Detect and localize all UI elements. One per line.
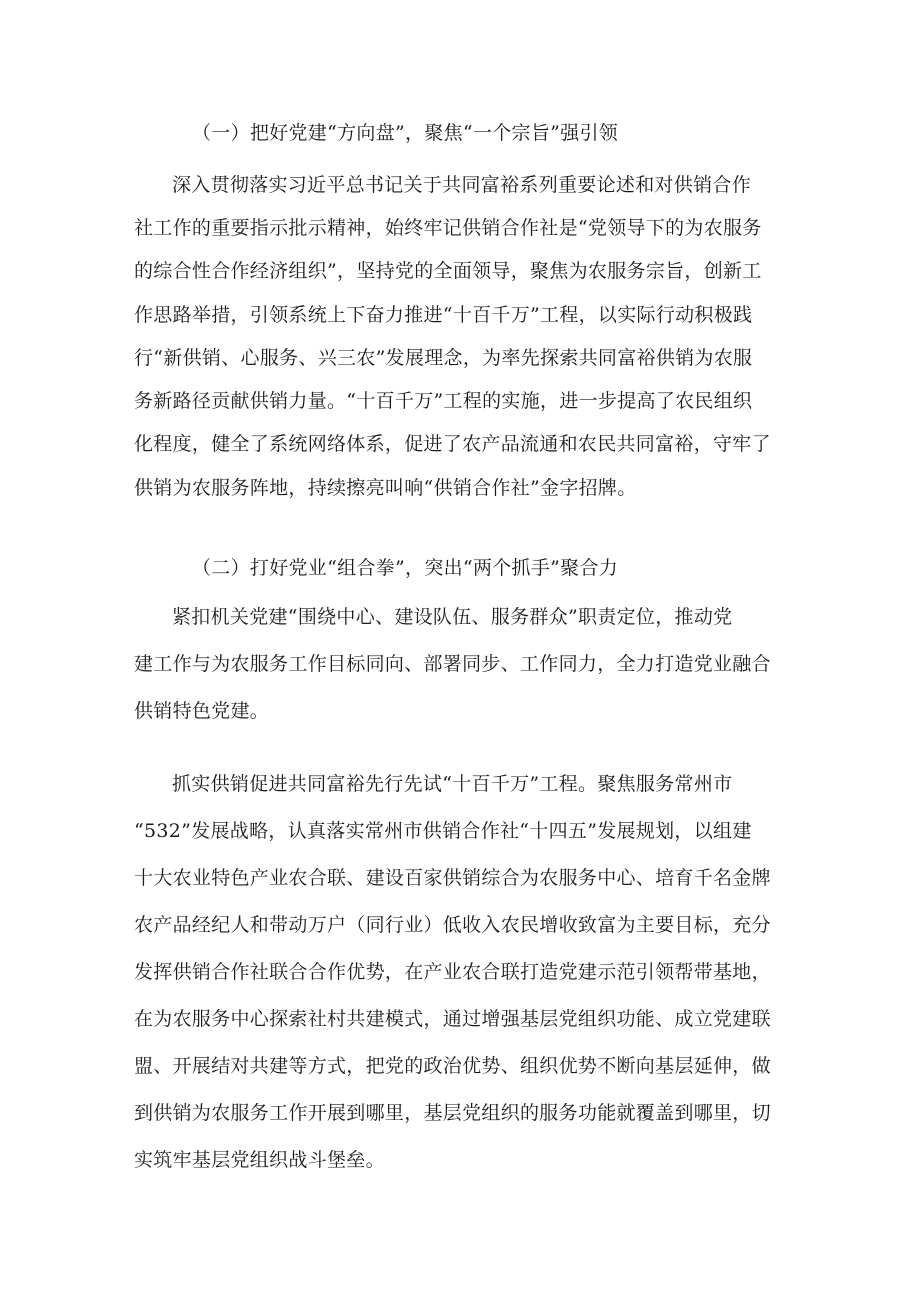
paragraph-line: 十大农业特色产业农合联、建设百家供销综合为农服务中心、培育千名金牌 — [134, 867, 771, 889]
paragraph-line: 到供销为农服务工作开展到哪里，基层党组织的服务功能就覆盖到哪里，切 — [134, 1102, 771, 1124]
paragraph-line: 行“新供销、心服务、兴三农”发展理念，为率先探索共同富裕供销为农服 — [134, 347, 753, 369]
paragraph-line: 建工作与为农服务工作目标同向、部署同步、工作同力，全力打造党业融合 — [134, 653, 771, 675]
paragraph-line: 作思路举措，引领系统上下奋力推进“十百千万”工程，以实际行动积极践 — [134, 304, 753, 326]
paragraph-line: 抓实供销促进共同富裕先行先试“十百千万”工程。聚焦服务常州市 — [172, 773, 733, 795]
paragraph-line: 发挥供销合作社联合合作优势，在产业农合联打造党建示范引领帮带基地， — [134, 961, 771, 983]
section-2-heading: （二）打好党业“组合拳”，突出“两个抓手”聚合力 — [192, 557, 619, 579]
paragraph-line: 供销特色党建。 — [134, 700, 270, 722]
paragraph-line: 深入贯彻落实习近平总书记关于共同富裕系列重要论述和对供销合作 — [172, 174, 752, 196]
paragraph-line: 供销为农服务阵地，持续擦亮叫响“供销合作社”金字招牌。 — [134, 477, 637, 499]
paragraph-line: “532”发展战略，认真落实常州市供销合作社“十四五”发展规划，以组建 — [134, 820, 752, 842]
paragraph-line: 实筑牢基层党组织战斗堡垒。 — [134, 1149, 385, 1171]
paragraph-line: 的综合性合作经济组织”，坚持党的全面领导，聚焦为农服务宗旨，创新工 — [134, 260, 762, 282]
paragraph-line: 在为农服务中心探索社村共建模式，通过增强基层党组织功能、成立党建联 — [134, 1008, 771, 1030]
paragraph-line: 紧扣机关党建“围绕中心、建设队伍、服务群众”职责定位，推动党 — [172, 606, 733, 628]
section-1-heading: （一）把好党建“方向盘”，聚焦“一个宗旨”强引领 — [192, 122, 619, 144]
paragraph-line: 化程度，健全了系统网络体系，促进了农产品流通和农民共同富裕，守牢了 — [134, 433, 771, 455]
paragraph-line: 盟、开展结对共建等方式，把党的政治优势、组织优势不断向基层延伸，做 — [134, 1055, 771, 1077]
paragraph-line: 务新路径贡献供销力量。“十百千万”工程的实施，进一步提高了农民组织 — [134, 390, 753, 412]
paragraph-line: 社工作的重要指示批示精神，始终牢记供销合作社是“党领导下的为农服务 — [134, 217, 762, 239]
paragraph-line: 农产品经纪人和带动万户（同行业）低收入农民增收致富为主要目标，充分 — [134, 914, 771, 936]
